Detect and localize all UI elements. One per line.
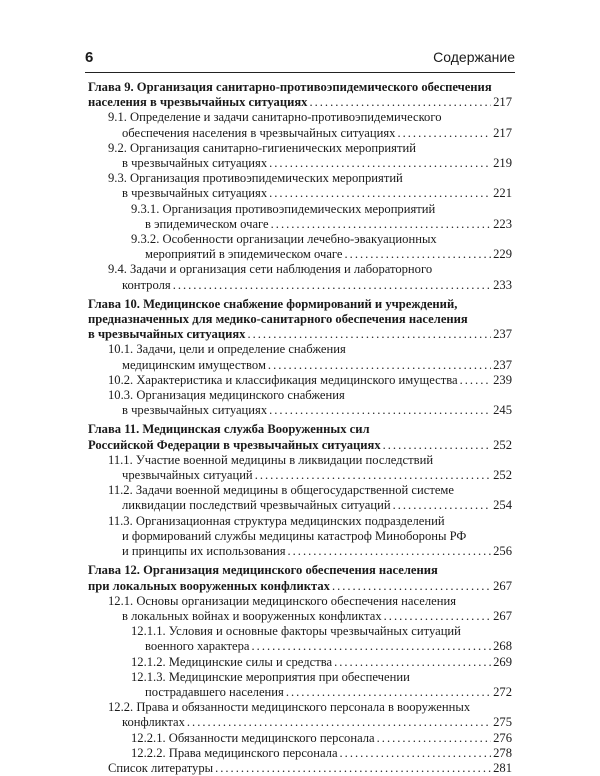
toc-line [88, 438, 512, 453]
toc-section[interactable] [108, 342, 512, 372]
toc-line [108, 700, 512, 715]
toc-line [131, 731, 512, 746]
toc-line [131, 624, 512, 639]
toc-entry-text: 10.3. Организация медицинского снабжения [108, 388, 345, 403]
toc-entry-text: 10.1. Задачи, цели и определение снабжения [108, 342, 346, 357]
toc-page-number: 217 [493, 95, 512, 110]
toc-line [108, 141, 512, 156]
toc-entry-text: в чрезвычайных ситуациях [122, 156, 268, 171]
toc-page-number: 254 [493, 498, 512, 513]
toc-entry-text: 9.2. Организация санитарно-гигиенических мероприятий [108, 140, 416, 155]
toc-page-number: 281 [493, 760, 512, 775]
table-of-contents [88, 80, 512, 776]
toc-line [108, 110, 512, 125]
toc-entry-text: ликвидации последствий чрезвычайных ситуаций [122, 498, 391, 513]
toc-line [108, 373, 512, 388]
toc-entry-text: медицинским имуществом [122, 357, 266, 372]
toc-line [108, 715, 512, 730]
toc-page-number: 237 [493, 357, 512, 372]
dot-leader [334, 655, 491, 670]
toc-entry-text: 9.3.1. Организация противоэпидемических мероприятий [131, 201, 436, 216]
toc-entry-text: 12.2.2. Права медицинского персонала [131, 745, 338, 760]
toc-entry-text: 12.1.2. Медицинские силы и средства [131, 654, 333, 669]
toc-page-number: 256 [493, 544, 512, 559]
toc-chapter[interactable] [88, 563, 512, 593]
toc-line [108, 529, 512, 544]
toc-page-number: 252 [493, 468, 512, 483]
toc-line [131, 217, 512, 232]
header-rule [85, 72, 515, 73]
toc-line [88, 95, 512, 110]
dot-leader [332, 579, 491, 594]
dot-leader [269, 156, 491, 171]
toc-entry-text: мероприятий в эпидемическом очаге [145, 247, 343, 262]
toc-section[interactable] [108, 388, 512, 418]
toc-line [88, 422, 512, 437]
toc-line [88, 563, 512, 578]
toc-line [108, 156, 512, 171]
page-header [85, 49, 515, 71]
toc-page-number: 267 [493, 578, 512, 593]
toc-line [88, 579, 512, 594]
toc-entry-text: 12.1.3. Медицинские мероприятия при обеспечении [131, 669, 410, 684]
toc-entry-text: и принципы их использования [122, 544, 286, 559]
toc-entry-text: конфликтах [122, 715, 185, 730]
toc-line [131, 685, 512, 700]
toc-subsection[interactable] [131, 731, 512, 746]
toc-page-number: 223 [493, 216, 512, 231]
toc-chapter[interactable] [88, 297, 512, 343]
toc-section[interactable] [108, 761, 512, 776]
toc-line [131, 655, 512, 670]
dot-leader [397, 126, 491, 141]
toc-line [108, 468, 512, 483]
toc-page-number: 252 [493, 437, 512, 452]
toc-subsection[interactable] [131, 746, 512, 761]
toc-entry-text: контроля [122, 277, 171, 292]
toc-line [108, 514, 512, 529]
toc-section[interactable] [108, 262, 512, 292]
toc-line [131, 746, 512, 761]
toc-line [108, 342, 512, 357]
dot-leader [309, 95, 491, 110]
toc-line [88, 80, 512, 95]
toc-entry-text: 11.1. Участие военной медицины в ликвидации последствий [108, 452, 434, 467]
toc-section[interactable] [108, 171, 512, 201]
toc-line [131, 232, 512, 247]
toc-entry-text: чрезвычайных ситуаций [122, 468, 253, 483]
dot-leader [340, 746, 492, 761]
toc-page-number: 233 [493, 277, 512, 292]
dot-leader [187, 715, 491, 730]
dot-leader [460, 373, 491, 388]
toc-line [88, 297, 512, 312]
toc-section[interactable] [108, 141, 512, 171]
toc-entry-text: 12.2. Права и обязанности медицинского персонала в вооруженных [108, 700, 471, 715]
toc-page-number: 237 [493, 327, 512, 342]
dot-leader [247, 327, 491, 342]
toc-line [108, 453, 512, 468]
running-title: Содержание [433, 49, 515, 65]
toc-section[interactable] [108, 110, 512, 140]
dot-leader [269, 403, 491, 418]
dot-leader [393, 498, 492, 513]
toc-entry-text: 11.3. Организационная структура медицинских подразделений [108, 513, 445, 528]
toc-line [108, 278, 512, 293]
toc-line [131, 639, 512, 654]
toc-entry-text: 9.4. Задачи и организация сети наблюдения и лабораторного [108, 262, 433, 277]
toc-chapter[interactable] [88, 80, 512, 110]
toc-page-number: 275 [493, 715, 512, 730]
toc-page-number: 272 [493, 684, 512, 699]
toc-page-number: 269 [493, 654, 512, 669]
toc-entry-text: 11.2. Задачи военной медицины в общегосударственной системе [108, 483, 454, 498]
toc-page-number: 278 [493, 745, 512, 760]
toc-entry-text: Список литературы [108, 760, 214, 775]
dot-leader [269, 186, 491, 201]
toc-page-number: 245 [493, 403, 512, 418]
toc-line [108, 403, 512, 418]
toc-line [108, 483, 512, 498]
toc-section[interactable] [108, 514, 512, 560]
toc-entry-text: в локальных войнах и вооруженных конфликтах [122, 608, 382, 623]
toc-line [108, 498, 512, 513]
toc-line [108, 186, 512, 201]
page-number: 6 [85, 49, 94, 66]
toc-subsection[interactable] [131, 655, 512, 670]
toc-page-number: 267 [493, 608, 512, 623]
toc-entry-text: пострадавшего населения [145, 684, 284, 699]
toc-entry-text: военного характера [145, 639, 250, 654]
toc-entry-text: предназначенных для медико-санитарного обеспечения населения [88, 312, 468, 327]
toc-line [108, 544, 512, 559]
toc-subsection[interactable] [131, 624, 512, 654]
dot-leader [383, 438, 491, 453]
dot-leader [173, 278, 491, 293]
dot-leader [268, 358, 491, 373]
toc-section[interactable] [108, 373, 512, 388]
toc-page-number: 219 [493, 156, 512, 171]
dot-leader [286, 685, 491, 700]
toc-section[interactable] [108, 700, 512, 730]
dot-leader [271, 217, 491, 232]
toc-line [131, 670, 512, 685]
dot-leader [215, 761, 491, 776]
toc-line [108, 594, 512, 609]
toc-chapter[interactable] [88, 422, 512, 452]
dot-leader [384, 609, 491, 624]
toc-entry-text: Глава 9. Организация санитарно-противоэпидемического обеспечения [88, 80, 492, 94]
toc-line [131, 247, 512, 262]
toc-page-number: 268 [493, 639, 512, 654]
toc-line [108, 171, 512, 186]
toc-entry-text: Глава 10. Медицинское снабжение формирований и учреждений, [88, 296, 458, 311]
toc-subsection[interactable] [131, 670, 512, 700]
toc-section[interactable] [108, 483, 512, 513]
dot-leader [288, 544, 492, 559]
toc-page-number: 239 [493, 372, 512, 387]
toc-subsection[interactable] [131, 202, 512, 232]
toc-entry-text: в эпидемическом очаге [145, 216, 269, 231]
toc-entry-text: при локальных вооруженных конфликтах [88, 578, 330, 593]
toc-entry-text: 12.1.1. Условия и основные факторы чрезвычайных ситуаций [131, 624, 461, 639]
toc-page-number: 221 [493, 186, 512, 201]
toc-entry-text: Российской Федерации в чрезвычайных ситуациях [88, 437, 381, 452]
toc-line [108, 126, 512, 141]
toc-entry-text: в чрезвычайных ситуациях [88, 327, 246, 342]
toc-section[interactable] [108, 453, 512, 483]
toc-line [108, 262, 512, 277]
toc-section[interactable] [108, 594, 512, 624]
toc-entry-text: 9.3.2. Особенности организации лечебно-эвакуационных [131, 232, 437, 247]
toc-entry-text: Глава 11. Медицинская служба Вооруженных сил [88, 422, 370, 437]
dot-leader [345, 247, 492, 262]
dot-leader [252, 639, 492, 654]
toc-line [108, 358, 512, 373]
toc-page-number: 229 [493, 247, 512, 262]
toc-line [131, 202, 512, 217]
toc-page-number: 276 [493, 730, 512, 745]
dot-leader [377, 731, 491, 746]
toc-entry-text: в чрезвычайных ситуациях [122, 403, 268, 418]
toc-entry-text: обеспечения населения в чрезвычайных ситуациях [122, 125, 396, 140]
toc-entry-text: 12.2.1. Обязанности медицинского персонала [131, 730, 375, 745]
toc-line [108, 761, 512, 776]
toc-entry-text: и формирований службы медицины катастроф Минобороны РФ [122, 528, 467, 543]
toc-entry-text: 12.1. Основы организации медицинского обеспечения населения [108, 593, 456, 608]
toc-entry-text: 10.2. Характеристика и классификация медицинского имущества [108, 372, 458, 387]
toc-line [88, 327, 512, 342]
toc-entry-text: 9.1. Определение и задачи санитарно-противоэпидемического [108, 110, 442, 125]
toc-entry-text: Глава 12. Организация медицинского обеспечения населения [88, 563, 438, 578]
toc-entry-text: в чрезвычайных ситуациях [122, 186, 268, 201]
toc-line [88, 312, 512, 327]
toc-line [108, 388, 512, 403]
toc-page-number: 217 [493, 125, 512, 140]
toc-line [108, 609, 512, 624]
toc-entry-text: населения в чрезвычайных ситуациях [88, 95, 308, 110]
toc-subsection[interactable] [131, 232, 512, 262]
dot-leader [255, 468, 491, 483]
toc-entry-text: 9.3. Организация противоэпидемических мероприятий [108, 171, 403, 186]
